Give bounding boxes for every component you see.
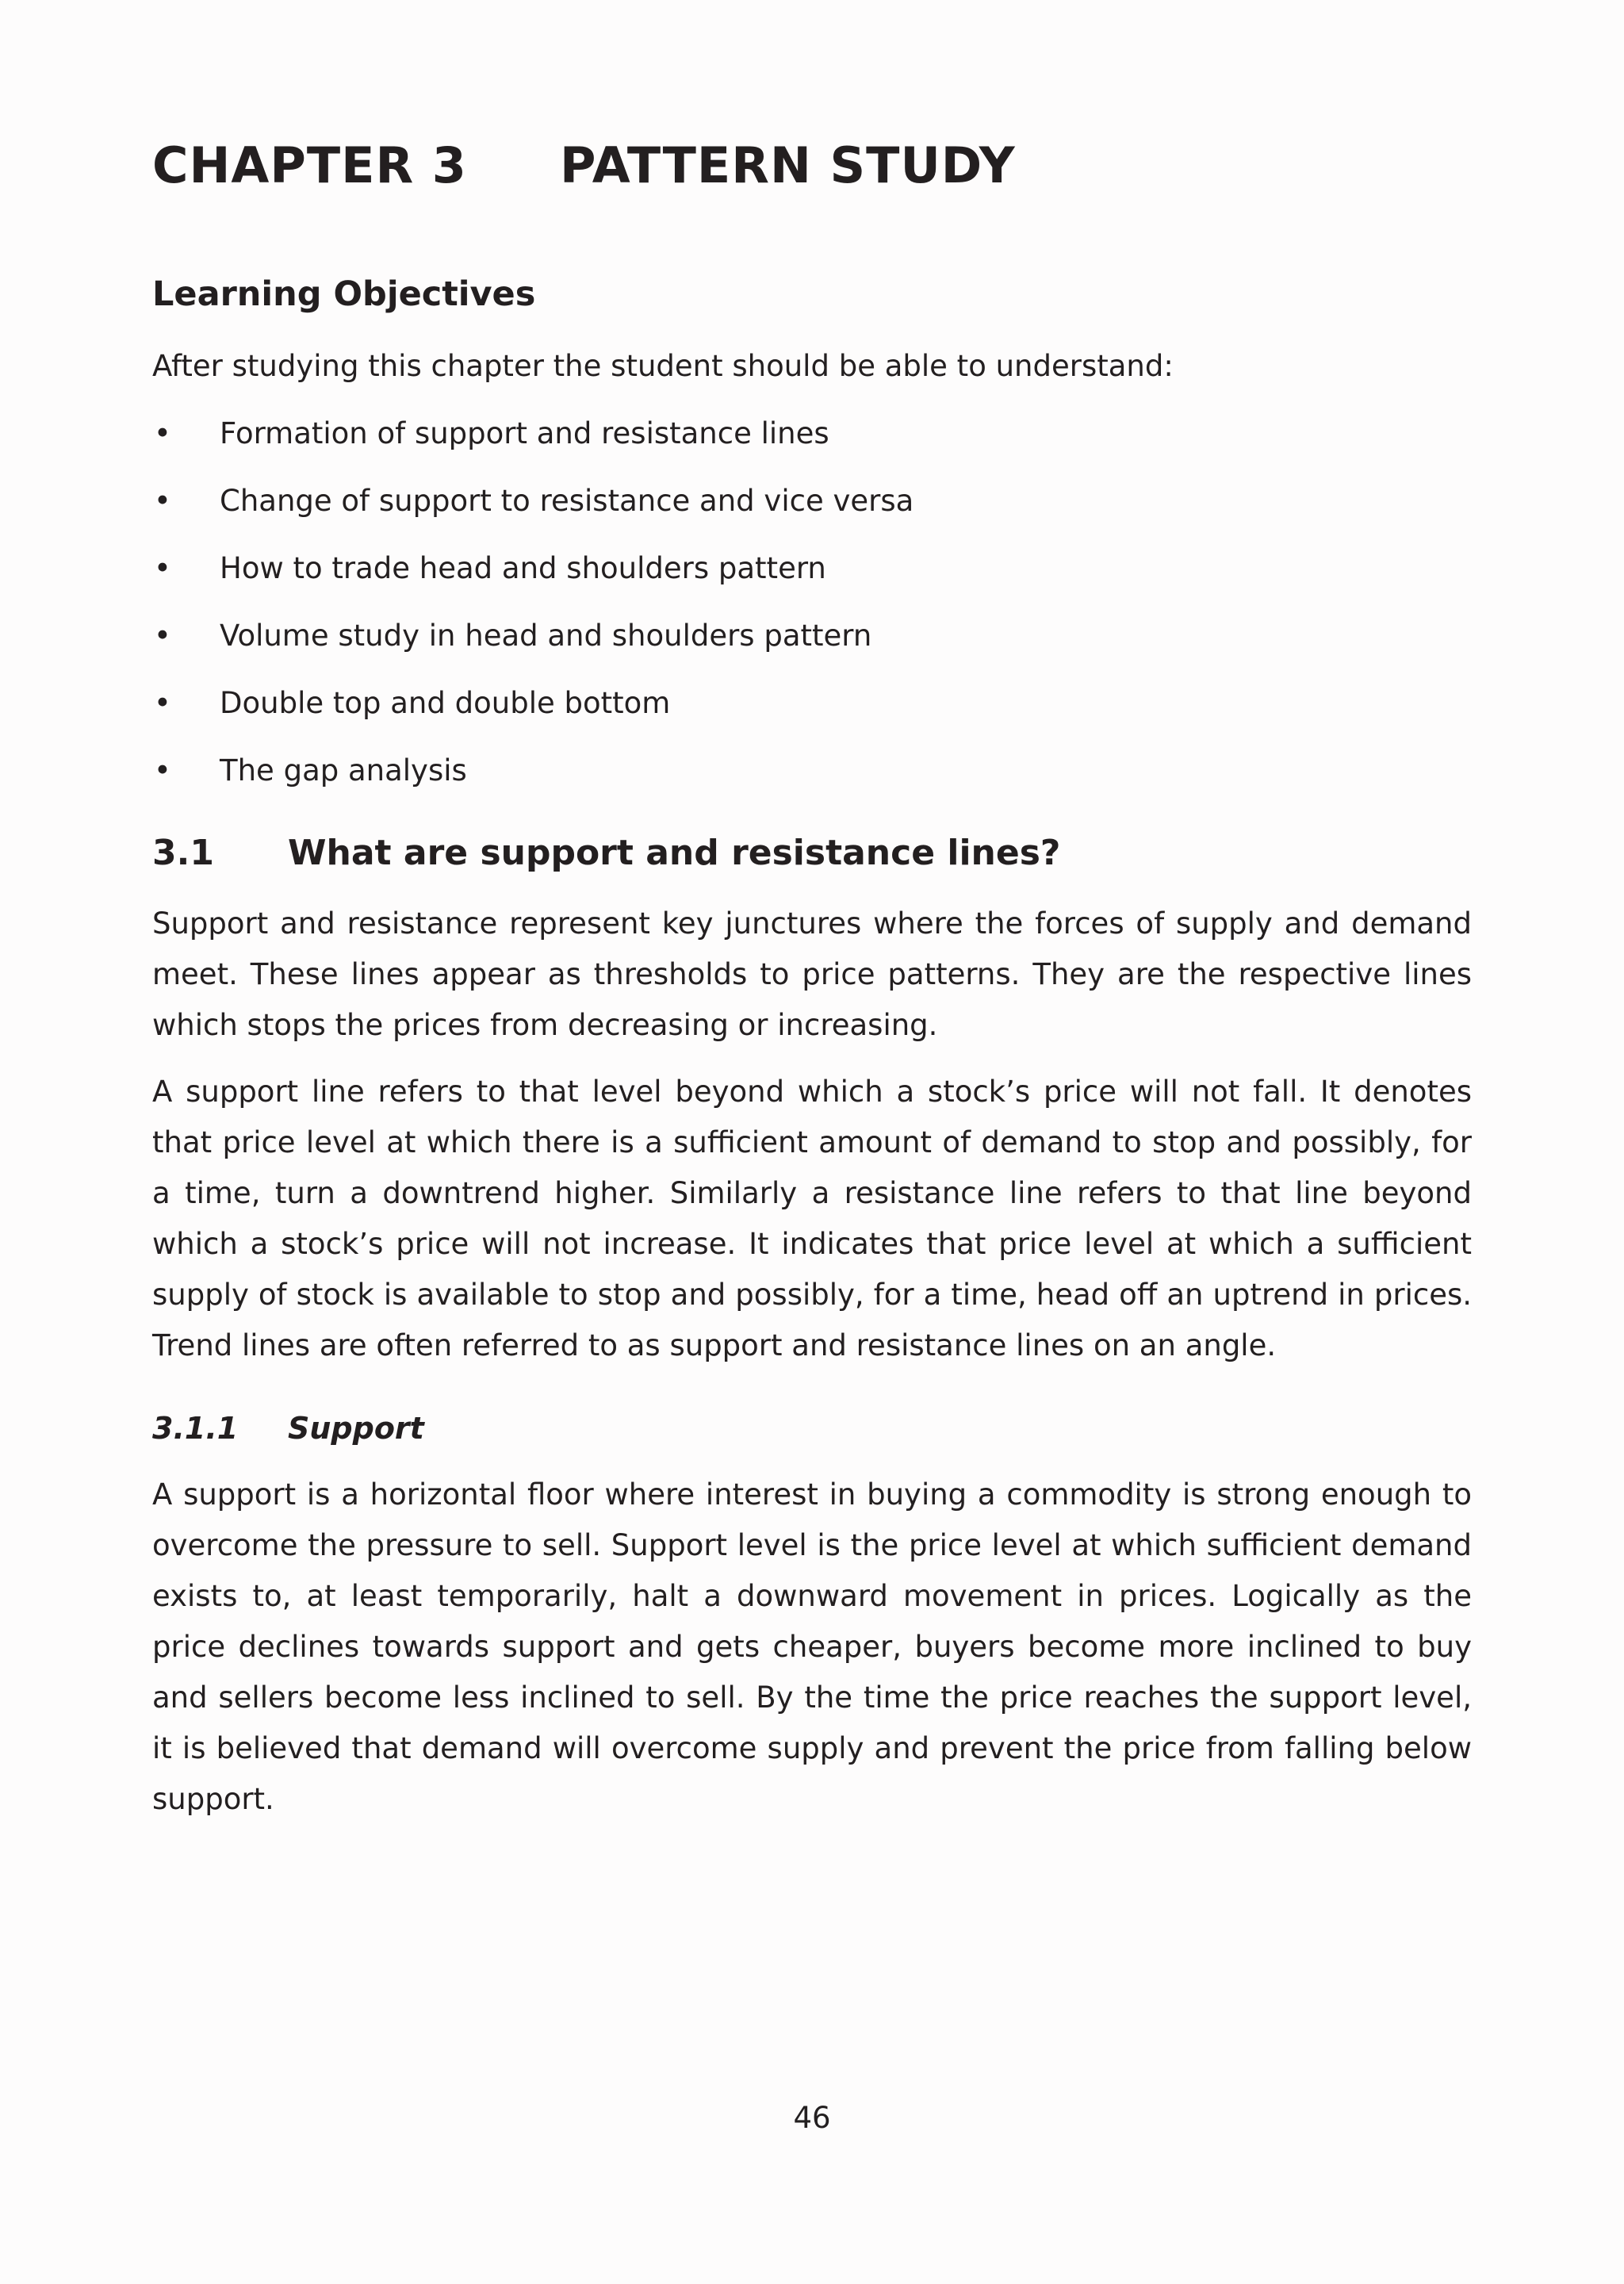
objective-text: How to trade head and shoulders pattern: [220, 551, 826, 585]
body-paragraph: A support is a horizontal floor where interest in buying a commodity is strong enough to overcome the pressure to sell. Support level is the price level at which sufficient demand exists to, at least temporarily, halt a downward movement in prices. Logically as the price declines towards support and gets cheaper, buyers become more inclined to buy and sellers become less inclined to sell. By the time the price reaches the support level, it is believed that demand will overcome supply and prevent the price from falling below support.: [152, 1477, 1472, 1816]
objective-text: Double top and double bottom: [220, 686, 671, 720]
bullet-icon: •: [154, 753, 171, 788]
bullet-icon: •: [154, 551, 171, 585]
bullet-icon: •: [154, 619, 171, 653]
objectives-intro: After studying this chapter the student should be able to understand:: [152, 349, 1174, 383]
objective-text: Volume study in head and shoulders pattern: [220, 619, 872, 653]
page-number: 46: [793, 2101, 831, 2135]
objective-text: The gap analysis: [220, 753, 467, 788]
body-paragraph: Support and resistance represent key junctures where the forces of supply and demand meet. These lines appear as thresholds to price patterns. They are the respective lines which stops the prices from decreasing or increasing.: [152, 906, 1472, 1042]
section-heading: [152, 833, 1061, 873]
chapter-title: [152, 136, 1016, 194]
section-title: What are support and resistance lines?: [288, 833, 1061, 873]
bullet-icon: •: [154, 416, 171, 450]
learning-objectives-heading: Learning Objectives: [152, 274, 536, 314]
bullet-icon: •: [154, 484, 171, 518]
subsection-number: 3.1.1: [152, 1411, 239, 1446]
bullet-icon: •: [154, 686, 171, 720]
subsection-heading: [152, 1411, 424, 1446]
chapter-name: PATTERN STUDY: [560, 136, 1016, 194]
chapter-number: CHAPTER 3: [152, 136, 467, 194]
objective-text: Formation of support and resistance lines: [220, 416, 829, 450]
section-number: 3.1: [152, 833, 214, 873]
body-paragraph: A support line refers to that level beyond which a stock’s price will not fall. It denotes that price level at which there is a sufficient amount of demand to stop and possibly, for a time, turn a downtrend higher. Similarly a resistance line refers to that line beyond which a stock’s price will not increase. It indicates that price level at which a sufficient supply of stock is available to stop and possibly, for a time, head off an uptrend in prices. Trend lines are often referred to as support and resistance lines on an angle.: [152, 1075, 1472, 1362]
subsection-title: Support: [288, 1411, 424, 1446]
objective-text: Change of support to resistance and vice versa: [220, 484, 914, 518]
